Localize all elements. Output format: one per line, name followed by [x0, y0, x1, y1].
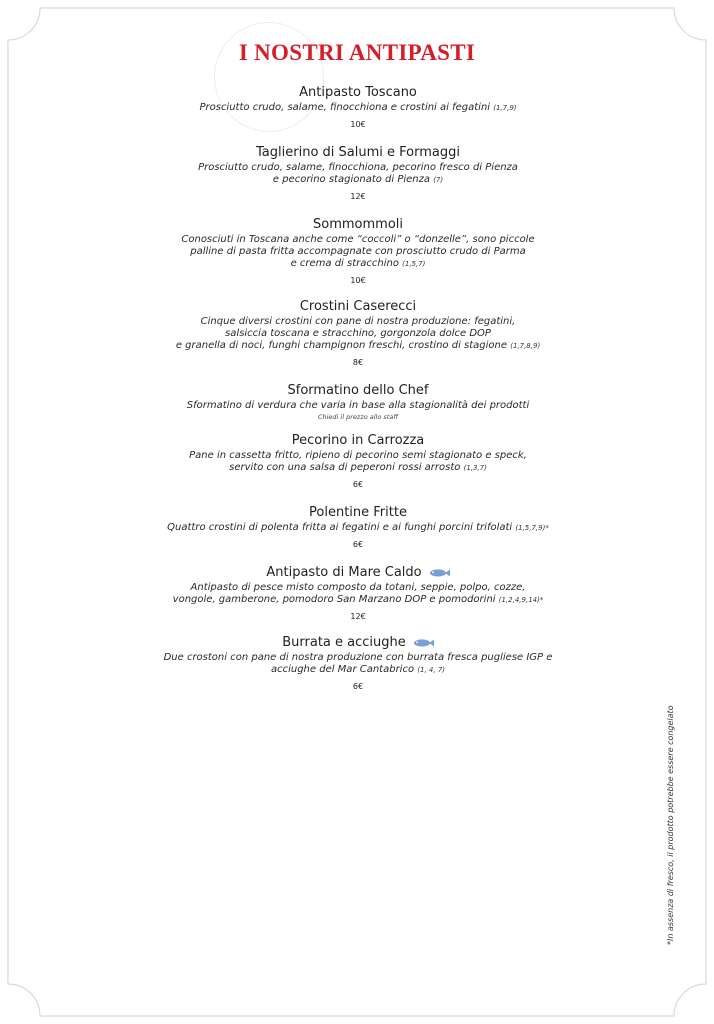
fish-icon	[412, 638, 434, 648]
dish-name-text: Taglierino di Salumi e Formaggi	[256, 145, 460, 160]
dish-name-text: Antipasto Toscano	[299, 85, 417, 100]
dish-name	[90, 84, 626, 101]
description-line: Prosciutto crudo, salame, finocchiona, pecorino fresco di Pienza	[198, 162, 518, 173]
allergen-codes: (1,5,7)	[402, 260, 426, 268]
dish-price: 10€	[350, 120, 366, 129]
dish-price: 6€	[352, 682, 364, 691]
description-line: Antipasto di pesce misto composto da totani, seppie, polpo, cozze,	[190, 582, 526, 593]
dish-name-text: Burrata e acciughe	[282, 635, 406, 650]
dish-description	[90, 450, 626, 474]
allergen-codes: (7)	[433, 176, 444, 184]
description-line: palline di pasta fritta accompagnate con prosciutto crudo di Parma	[190, 246, 526, 257]
dish-description	[90, 522, 626, 534]
description-line: Pane in cassetta fritto, ripieno di pecorino semi stagionato e speck,	[189, 450, 527, 461]
dish-price: 8€	[352, 358, 364, 367]
dish-description	[90, 102, 626, 114]
dish-price: 12€	[350, 612, 366, 621]
dish-price: 10€	[350, 276, 366, 285]
dish-price: 6€	[352, 540, 364, 549]
dish-name-text: Sommommoli	[313, 217, 403, 232]
dish-name	[90, 432, 626, 449]
dish-name	[90, 504, 626, 521]
dish-price: 6€	[352, 480, 364, 489]
description-line: salsiccia toscana e stracchino, gorgonzola dolce DOP	[225, 328, 491, 339]
dish-name-text: Pecorino in Carrozza	[291, 433, 425, 448]
frozen-footnote: *In assenza di fresco, il prodotto potrebbe essere congelato	[666, 705, 675, 945]
dish-description	[90, 652, 626, 676]
menu-item	[90, 634, 626, 692]
dish-description	[90, 234, 626, 270]
page-title: I NOSTRI ANTIPASTI	[238, 40, 476, 65]
description-line: e crema di stracchino	[290, 258, 399, 269]
dish-name-text: Polentine Fritte	[309, 505, 407, 520]
menu-list	[90, 84, 626, 692]
menu-item	[90, 298, 626, 368]
description-line: Cinque diversi crostini con pane di nostra produzione: fegatini,	[200, 316, 516, 327]
dish-description	[90, 316, 626, 352]
menu-item	[90, 144, 626, 202]
allergen-codes: (1,5,7,9)*	[515, 524, 549, 532]
dish-name	[90, 634, 626, 651]
menu-item	[90, 504, 626, 550]
menu-item	[90, 382, 626, 422]
dish-name-text: Antipasto di Mare Caldo	[266, 565, 422, 580]
description-line: e pecorino stagionato di Pienza	[272, 174, 431, 185]
dish-name	[90, 382, 626, 399]
menu-item	[90, 432, 626, 490]
dish-price: 12€	[350, 192, 366, 201]
dish-name	[90, 298, 626, 315]
allergen-codes: (1,7,9)	[493, 104, 517, 112]
fish-icon	[428, 568, 450, 578]
menu-item	[90, 216, 626, 286]
dish-name	[90, 144, 626, 161]
dish-description	[90, 162, 626, 186]
allergen-codes: (1,7,8,9)	[510, 342, 541, 350]
allergen-codes: (1, 4, 7)	[417, 666, 446, 674]
description-line: e granella di noci, funghi champignon freschi, crostino di stagione	[175, 340, 508, 351]
description-line: Sformatino di verdura che varia in base alla stagionalità dei prodotti	[186, 400, 530, 411]
dish-name	[90, 564, 626, 581]
allergen-codes: (1,3,7)	[463, 464, 487, 472]
dish-name	[90, 216, 626, 233]
dish-name-text: Sformatino dello Chef	[287, 383, 429, 398]
dish-description	[90, 400, 626, 412]
menu-item	[90, 84, 626, 130]
description-line: Conosciuti in Toscana anche come “coccoli” o “donzelle”, sono piccole	[181, 234, 535, 245]
description-line: Due crostoni con pane di nostra produzione con burrata fresca pugliese IGP e	[163, 652, 553, 663]
description-line: acciughe del Mar Cantabrico	[270, 664, 415, 675]
description-line: vongole, gamberone, pomodoro San Marzano DOP e pomodorini	[172, 594, 496, 605]
description-line: servito con una salsa di peperoni rossi arrosto	[229, 462, 461, 473]
description-line: Quattro crostini di polenta fritta ai fegatini e ai funghi porcini trifolati	[167, 522, 513, 533]
allergen-codes: (1,2,4,9,14)*	[498, 596, 544, 604]
price-note: Chiedi il prezzo allo staff	[317, 413, 399, 421]
menu-item	[90, 564, 626, 622]
dish-description	[90, 582, 626, 606]
description-line: Prosciutto crudo, salame, finocchiona e crostini ai fegatini	[199, 102, 491, 113]
dish-name-text: Crostini Caserecci	[299, 299, 417, 314]
